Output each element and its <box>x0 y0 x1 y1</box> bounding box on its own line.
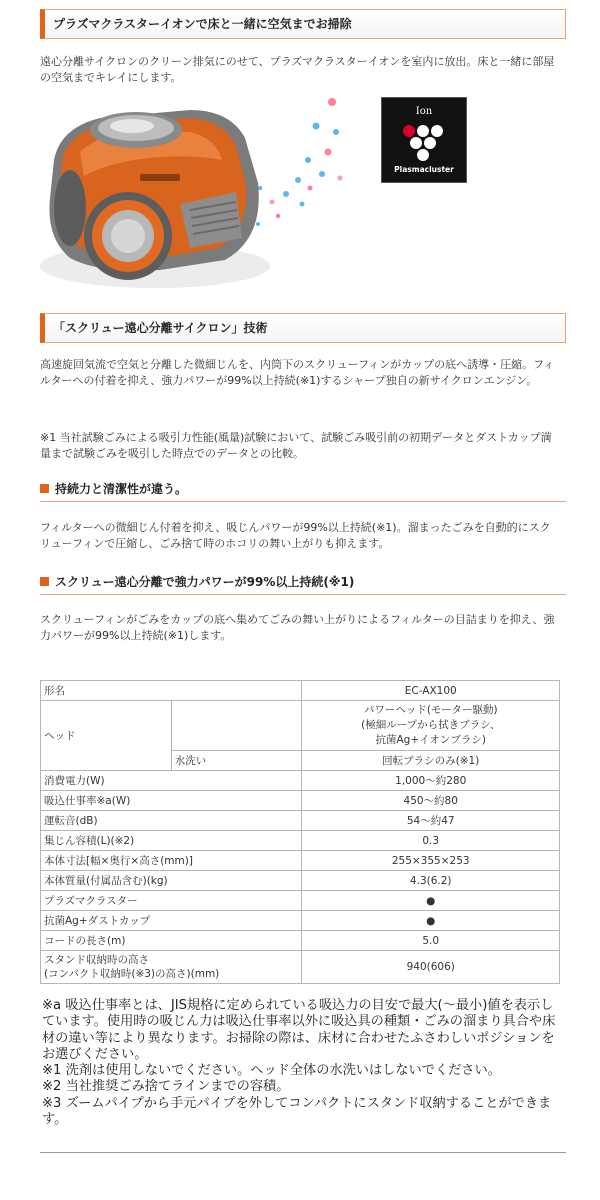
spec-value: 255×355×253 <box>302 851 560 871</box>
spec-label: 本体質量(付属品含む)(kg) <box>41 871 302 891</box>
spec-label: 本体寸法[幅×奥行×高さ(mm)] <box>41 851 302 871</box>
spec-value: 回転ブラシのみ(※1) <box>302 751 560 771</box>
divider <box>40 1152 566 1153</box>
footnote-2: ※2 当社推奨ごみ捨てラインまでの容積。 <box>42 1079 290 1095</box>
spec-row <box>41 911 560 931</box>
spec-row <box>41 871 560 891</box>
footnote-a: ※a 吸込仕事率とは、JIS規格に定められている吸込力の目安で最大(～最小)値を表示しています。使用時の吸じん力は吸込仕事率以外に吸込具の種類・ごみの溜まり具合や床材の違い等により異なります。お掃除の際は、床材に合わせたふさわしいポジションをお選びください。 <box>42 998 556 1062</box>
subsection-heading-power <box>40 573 566 595</box>
spec-row-head <box>41 701 560 751</box>
vacuum-body-graphic <box>40 110 270 288</box>
spec-label: 抗菌Ag+ダストカップ <box>41 911 302 931</box>
spec-row <box>41 831 560 851</box>
spec-row <box>41 851 560 871</box>
spec-value: EC-AX100 <box>302 681 560 701</box>
spec-row <box>41 891 560 911</box>
spec-label: 消費電力(W) <box>41 771 302 791</box>
plasmacluster-logo <box>381 97 467 183</box>
section-heading-plasmacluster: プラズマクラスターイオンで床と一緒に空気までお掃除 <box>40 9 566 39</box>
head-value-line-2: (極細ループから拭きブラシ、 <box>361 719 501 731</box>
spec-label: 運転音(dB) <box>41 811 302 831</box>
spec-label: コードの長さ(m) <box>41 931 302 951</box>
subsection-heading-durability <box>40 480 566 502</box>
subsection-text-durability: フィルターへの微細じん付着を抑え、吸じんパワーが99%以上持続(※1)。溜まったごみを自動的にスクリューフィンで圧縮し、ごみ捨て時のホコリの舞い上がりも抑えます。 <box>40 521 551 550</box>
logo-ion-text: Ion <box>415 106 433 117</box>
footnote-1: ※1 当社試験ごみによる吸引力性能(風量)試験において、試験ごみ吸引前の初期データとダストカップ満量まで試験ごみを吸引した時点でのデータとの比較。 <box>40 431 552 460</box>
spec-label: プラズマクラスター <box>41 891 302 911</box>
head-value-line-3: 抗菌Ag+イオンブラシ) <box>375 734 486 746</box>
spec-label: 水洗い <box>171 751 302 771</box>
spec-row-stand-height <box>41 951 560 984</box>
subsection-heading-power-text: スクリュー遠心分離で強力パワーが99%以上持続(※1) <box>55 575 355 589</box>
spec-row <box>41 811 560 831</box>
section-text-plasmacluster: 遠心分離サイクロンのクリーン排気にのせて、プラズマクラスターイオンを室内に放出。床と一緒に部屋の空気までキレイにします。 <box>40 55 555 84</box>
spec-value: 54～約47 <box>302 811 560 831</box>
spec-row <box>41 771 560 791</box>
spec-value: 0.3 <box>302 831 560 851</box>
spec-value: ● <box>302 911 560 931</box>
orange-square-bullet-icon <box>40 577 49 586</box>
spec-label: 吸込仕事率※a(W) <box>41 791 302 811</box>
spec-label: ヘッド <box>41 701 172 771</box>
subsection-heading-durability-text: 持続力と清潔性が違う。 <box>55 482 188 496</box>
head-value-line-1: パワーヘッド(モーター駆動) <box>363 704 498 716</box>
footnote-3: ※3 ズームパイプから手元パイプを外してコンパクトにスタンド収納することができます。 <box>42 1095 552 1128</box>
spec-row <box>41 791 560 811</box>
footnote-1-wash: ※1 洗剤は使用しないでください。ヘッド全体の水洗いはしないでください。 <box>42 1063 501 1079</box>
section-text-screw-cyclone: 高速旋回気流で空気と分離した微細じんを、内筒下のスクリューフィンがカップの底へ誘導・圧縮。フィルターへの付着を抑え、強力パワーが99%以上持続(※1)するシャープ独自の新サイクロンエンジン。 <box>40 358 555 387</box>
orange-square-bullet-icon <box>40 484 49 493</box>
spec-value: 1,000～約280 <box>302 771 560 791</box>
spec-value: 940(606) <box>302 951 560 984</box>
spec-label: 形名 <box>41 681 302 701</box>
vacuum-cleaner-image <box>40 88 360 300</box>
spec-value: 450～約80 <box>302 791 560 811</box>
spec-label <box>41 951 302 984</box>
spec-value: 5.0 <box>302 931 560 951</box>
spec-value <box>302 701 560 751</box>
stand-label-line-1: スタンド収納時の高さ <box>44 954 149 966</box>
logo-plasmacluster-text: Plasmacluster <box>394 165 454 174</box>
stand-label-line-2: (コンパクト収納時(※3)の高さ)(mm) <box>44 968 220 980</box>
spec-label: 集じん容積(L)(※2) <box>41 831 302 851</box>
spec-row <box>41 931 560 951</box>
subsection-text-power: スクリューフィンがごみをカップの底へ集めてごみの舞い上がりによるフィルターの目詰まりを抑え、強力パワーが99%以上持続(※1)します。 <box>40 613 555 642</box>
spec-table <box>40 680 560 984</box>
spec-empty-cell <box>171 701 302 751</box>
section-heading-screw-cyclone: 「スクリュー遠心分離サイクロン」技術 <box>40 313 566 343</box>
footnotes <box>42 998 562 1128</box>
spec-value: ● <box>302 891 560 911</box>
spec-value: 4.3(6.2) <box>302 871 560 891</box>
spec-row-model <box>41 681 560 701</box>
